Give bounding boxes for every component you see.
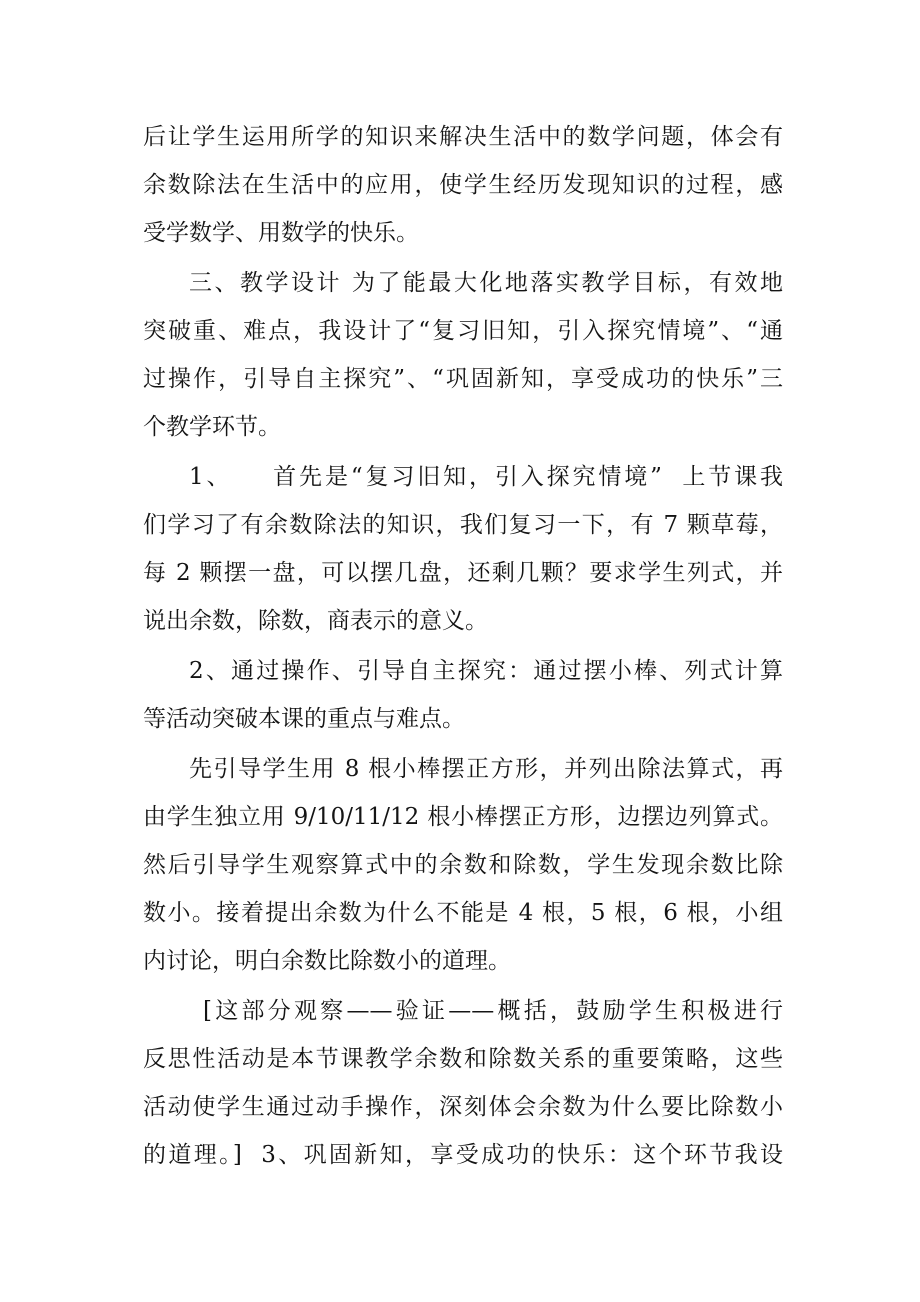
- text-line: 过操作，引导自主探究”、“巩固新知，享受成功的快乐”三: [143, 366, 783, 392]
- paragraph-4: [143, 647, 783, 743]
- text-line: [这部分观察——验证——概括，鼓励学生积极进行: [203, 998, 783, 1024]
- paragraph-2: [143, 259, 783, 451]
- paragraph-1: [143, 113, 783, 257]
- paragraph-6: [143, 987, 783, 1179]
- text-line: 后让学生运用所学的知识来解决生活中的数学问题，体会有: [143, 124, 783, 150]
- text-line: 们学习了有余数除法的知识，我们复习一下，有 7 颗草莓，: [143, 512, 783, 538]
- text-line: 活动使学生通过动手操作，深刻体会余数为什么要比除数小: [143, 1094, 783, 1120]
- text-line: 的道理。] 3、巩固新知，享受成功的快乐：这个环节我设: [143, 1142, 783, 1168]
- text-line: 1、 首先是“复习旧知，引入探究情境” 上节课我: [189, 464, 783, 490]
- text-line: 三、教学设计 为了能最大化地落实教学目标，有效地: [189, 270, 783, 296]
- text-line: 先引导学生用 8 根小棒摆正方形，并列出除法算式，再: [189, 756, 783, 782]
- text-line: 说出余数，除数，商表示的意义。: [143, 608, 488, 634]
- document-body: [143, 113, 783, 1181]
- text-line: 内讨论，明白余数比除数小的道理。: [143, 948, 511, 974]
- text-line: 数小。接着提出余数为什么不能是 4 根，5 根，6 根，小组: [143, 900, 783, 926]
- text-line: 余数除法在生活中的应用，使学生经历发现知识的过程，感: [143, 172, 783, 198]
- text-line: 2、通过操作、引导自主探究：通过摆小棒、列式计算: [189, 658, 783, 684]
- text-line: 受学数学、用数学的快乐。: [143, 220, 419, 246]
- paragraph-5: [143, 745, 783, 985]
- text-line: 个教学环节。: [143, 414, 281, 440]
- text-line: 由学生独立用 9/10/11/12 根小棒摆正方形，边摆边列算式。: [143, 804, 783, 830]
- text-line: 每 2 颗摆一盘，可以摆几盘，还剩几颗？要求学生列式，并: [143, 560, 783, 586]
- paragraph-3: [143, 453, 783, 645]
- text-line: 等活动突破本课的重点与难点。: [143, 706, 465, 732]
- text-line: 反思性活动是本节课教学余数和除数关系的重要策略，这些: [143, 1046, 783, 1072]
- text-line: 突破重、难点，我设计了“复习旧知，引入探究情境”、“通: [143, 318, 783, 344]
- text-line: 然后引导学生观察算式中的余数和除数，学生发现余数比除: [143, 852, 783, 878]
